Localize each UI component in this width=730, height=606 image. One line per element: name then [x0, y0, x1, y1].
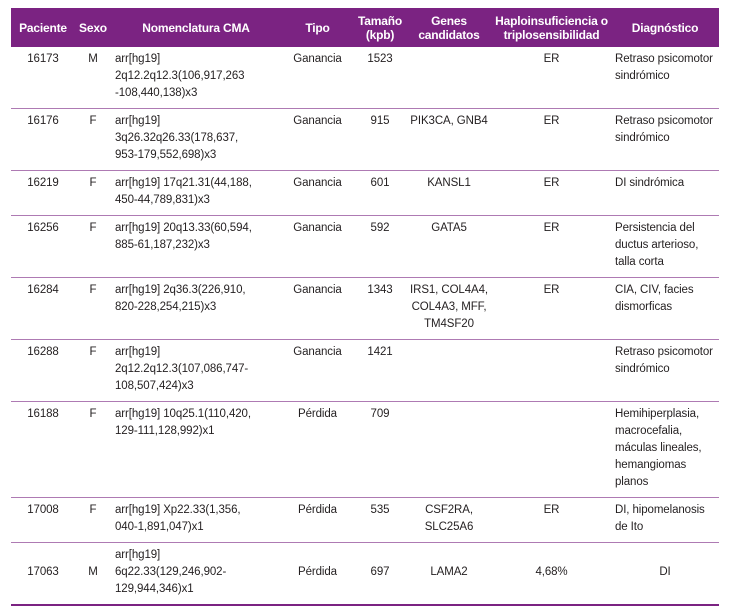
cell-diagnostico: Retraso psicomotor sindrómico: [615, 115, 713, 144]
cell-paciente: 16284: [27, 284, 59, 296]
cell-genes: KANSL1: [427, 177, 471, 189]
cell-diagnostico: DI, hipomelanosis de Ito: [615, 504, 705, 533]
cell-diagnostico: Retraso psicomotor sindrómico: [615, 53, 713, 82]
cell-paciente: 16288: [27, 346, 59, 358]
header-sexo: Sexo: [75, 8, 111, 47]
cell-tamano: 1421: [367, 346, 393, 358]
cell-nomenclatura: arr[hg19] 2q36.3(226,910, 820-228,254,215)x3: [115, 284, 246, 313]
cell-tipo: Ganancia: [293, 53, 342, 65]
cell-nomenclatura: arr[hg19] 10q25.1(110,420, 129-111,128,992)x1: [115, 408, 251, 437]
header-haplo: Haploinsuficiencia o triplosensibilidad: [492, 8, 611, 47]
cell-tipo: Pérdida: [298, 504, 337, 516]
cell-tamano: 697: [370, 566, 390, 578]
cell-sexo: F: [89, 222, 97, 234]
cell-genes: IRS1, COL4A4, COL4A3, MFF, TM4SF20: [410, 284, 488, 330]
table-row: [11, 278, 719, 340]
cell-haplo: ER: [543, 504, 560, 516]
cell-paciente: 16176: [27, 115, 59, 127]
cell-paciente: 17063: [27, 566, 59, 578]
cell-genes: [406, 402, 492, 498]
cell-sexo: F: [89, 504, 97, 516]
cell-genes: LAMA2: [430, 566, 468, 578]
cma-results-table: [11, 8, 719, 606]
cell-tamano: 1523: [367, 53, 393, 65]
table-body: [11, 47, 719, 605]
cell-tamano: 915: [370, 115, 390, 127]
cell-diagnostico: Hemihiperplasia, macrocefalia, máculas lineales, hemangiomas planos: [615, 408, 702, 488]
cell-diagnostico: CIA, CIV, facies dismorficas: [615, 284, 694, 313]
header-genes: Genes candidatos: [406, 8, 492, 47]
cell-sexo: F: [89, 284, 97, 296]
cell-sexo: F: [89, 115, 97, 127]
cell-haplo: ER: [543, 115, 560, 127]
cell-nomenclatura: arr[hg19] 20q13.33(60,594, 885-61,187,232)x3: [115, 222, 252, 251]
table-row: [11, 340, 719, 402]
table-row: [11, 216, 719, 278]
header-row: [11, 8, 719, 47]
cell-haplo: [492, 402, 611, 498]
cell-haplo: [492, 340, 611, 402]
cell-paciente: 17008: [27, 504, 59, 516]
cell-nomenclatura: arr[hg19] 6q22.33(129,246,902- 129,944,346)x1: [115, 549, 227, 595]
table-row: [11, 171, 719, 216]
table-row: [11, 543, 719, 606]
cell-haplo: ER: [543, 222, 560, 234]
cell-diagnostico: DI: [659, 566, 671, 578]
cell-paciente: 16256: [27, 222, 59, 234]
cell-nomenclatura: arr[hg19] 17q21.31(44,188, 450-44,789,831)x3: [115, 177, 252, 206]
cell-diagnostico: Retraso psicomotor sindrómico: [615, 346, 713, 375]
cell-nomenclatura: arr[hg19] 2q12.2q12.3(107,086,747- 108,507,424)x3: [115, 346, 249, 392]
cell-genes: [406, 47, 492, 109]
cell-tipo: Ganancia: [293, 177, 342, 189]
cell-paciente: 16188: [27, 408, 59, 420]
cell-genes: PIK3CA, GNB4: [410, 115, 488, 127]
header-paciente: Paciente: [11, 8, 75, 47]
table-row: [11, 109, 719, 171]
cell-haplo: ER: [543, 53, 560, 65]
cell-nomenclatura: arr[hg19] Xp22.33(1,356, 040-1,891,047)x1: [115, 504, 241, 533]
header-diagnostico: Diagnóstico: [611, 8, 719, 47]
cell-tipo: Pérdida: [298, 408, 337, 420]
cell-tipo: Ganancia: [293, 222, 342, 234]
cell-haplo: ER: [543, 284, 560, 296]
cell-sexo: F: [89, 177, 97, 189]
results-table-frame: [11, 8, 719, 595]
cell-tamano: 601: [370, 177, 390, 189]
cell-paciente: 16219: [27, 177, 59, 189]
cell-nomenclatura: arr[hg19] 3q26.32q26.33(178,637, 953-179,552,698)x3: [115, 115, 239, 161]
cell-tamano: 535: [370, 504, 390, 516]
cell-sexo: F: [89, 346, 97, 358]
header-nomenclatura: Nomenclatura CMA: [111, 8, 281, 47]
cell-genes: [406, 340, 492, 402]
cell-tipo: Pérdida: [298, 566, 337, 578]
cell-haplo: ER: [543, 177, 560, 189]
header-tipo: Tipo: [281, 8, 354, 47]
cell-sexo: F: [89, 408, 97, 420]
cell-genes: GATA5: [431, 222, 467, 234]
cell-paciente: 16173: [27, 53, 59, 65]
cell-sexo: M: [88, 53, 98, 65]
table-row: [11, 47, 719, 109]
cell-tamano: 1343: [367, 284, 393, 296]
cell-tipo: Ganancia: [293, 284, 342, 296]
cell-tamano: 709: [370, 408, 390, 420]
table-row: [11, 498, 719, 543]
cell-diagnostico: Persistencia del ductus arterioso, talla corta: [615, 222, 699, 268]
cell-tipo: Ganancia: [293, 346, 342, 358]
header-tamano: Tamaño (kpb): [354, 8, 406, 47]
cell-tipo: Ganancia: [293, 115, 342, 127]
cell-genes: CSF2RA, SLC25A6: [424, 504, 474, 533]
cell-tamano: 592: [370, 222, 390, 234]
cell-haplo: 4,68%: [535, 566, 568, 578]
cell-diagnostico: DI sindrómica: [615, 177, 684, 189]
cell-sexo: M: [88, 566, 98, 578]
cell-nomenclatura: arr[hg19] 2q12.2q12.3(106,917,263 -108,440,138)x3: [115, 53, 245, 99]
table-row: [11, 402, 719, 498]
